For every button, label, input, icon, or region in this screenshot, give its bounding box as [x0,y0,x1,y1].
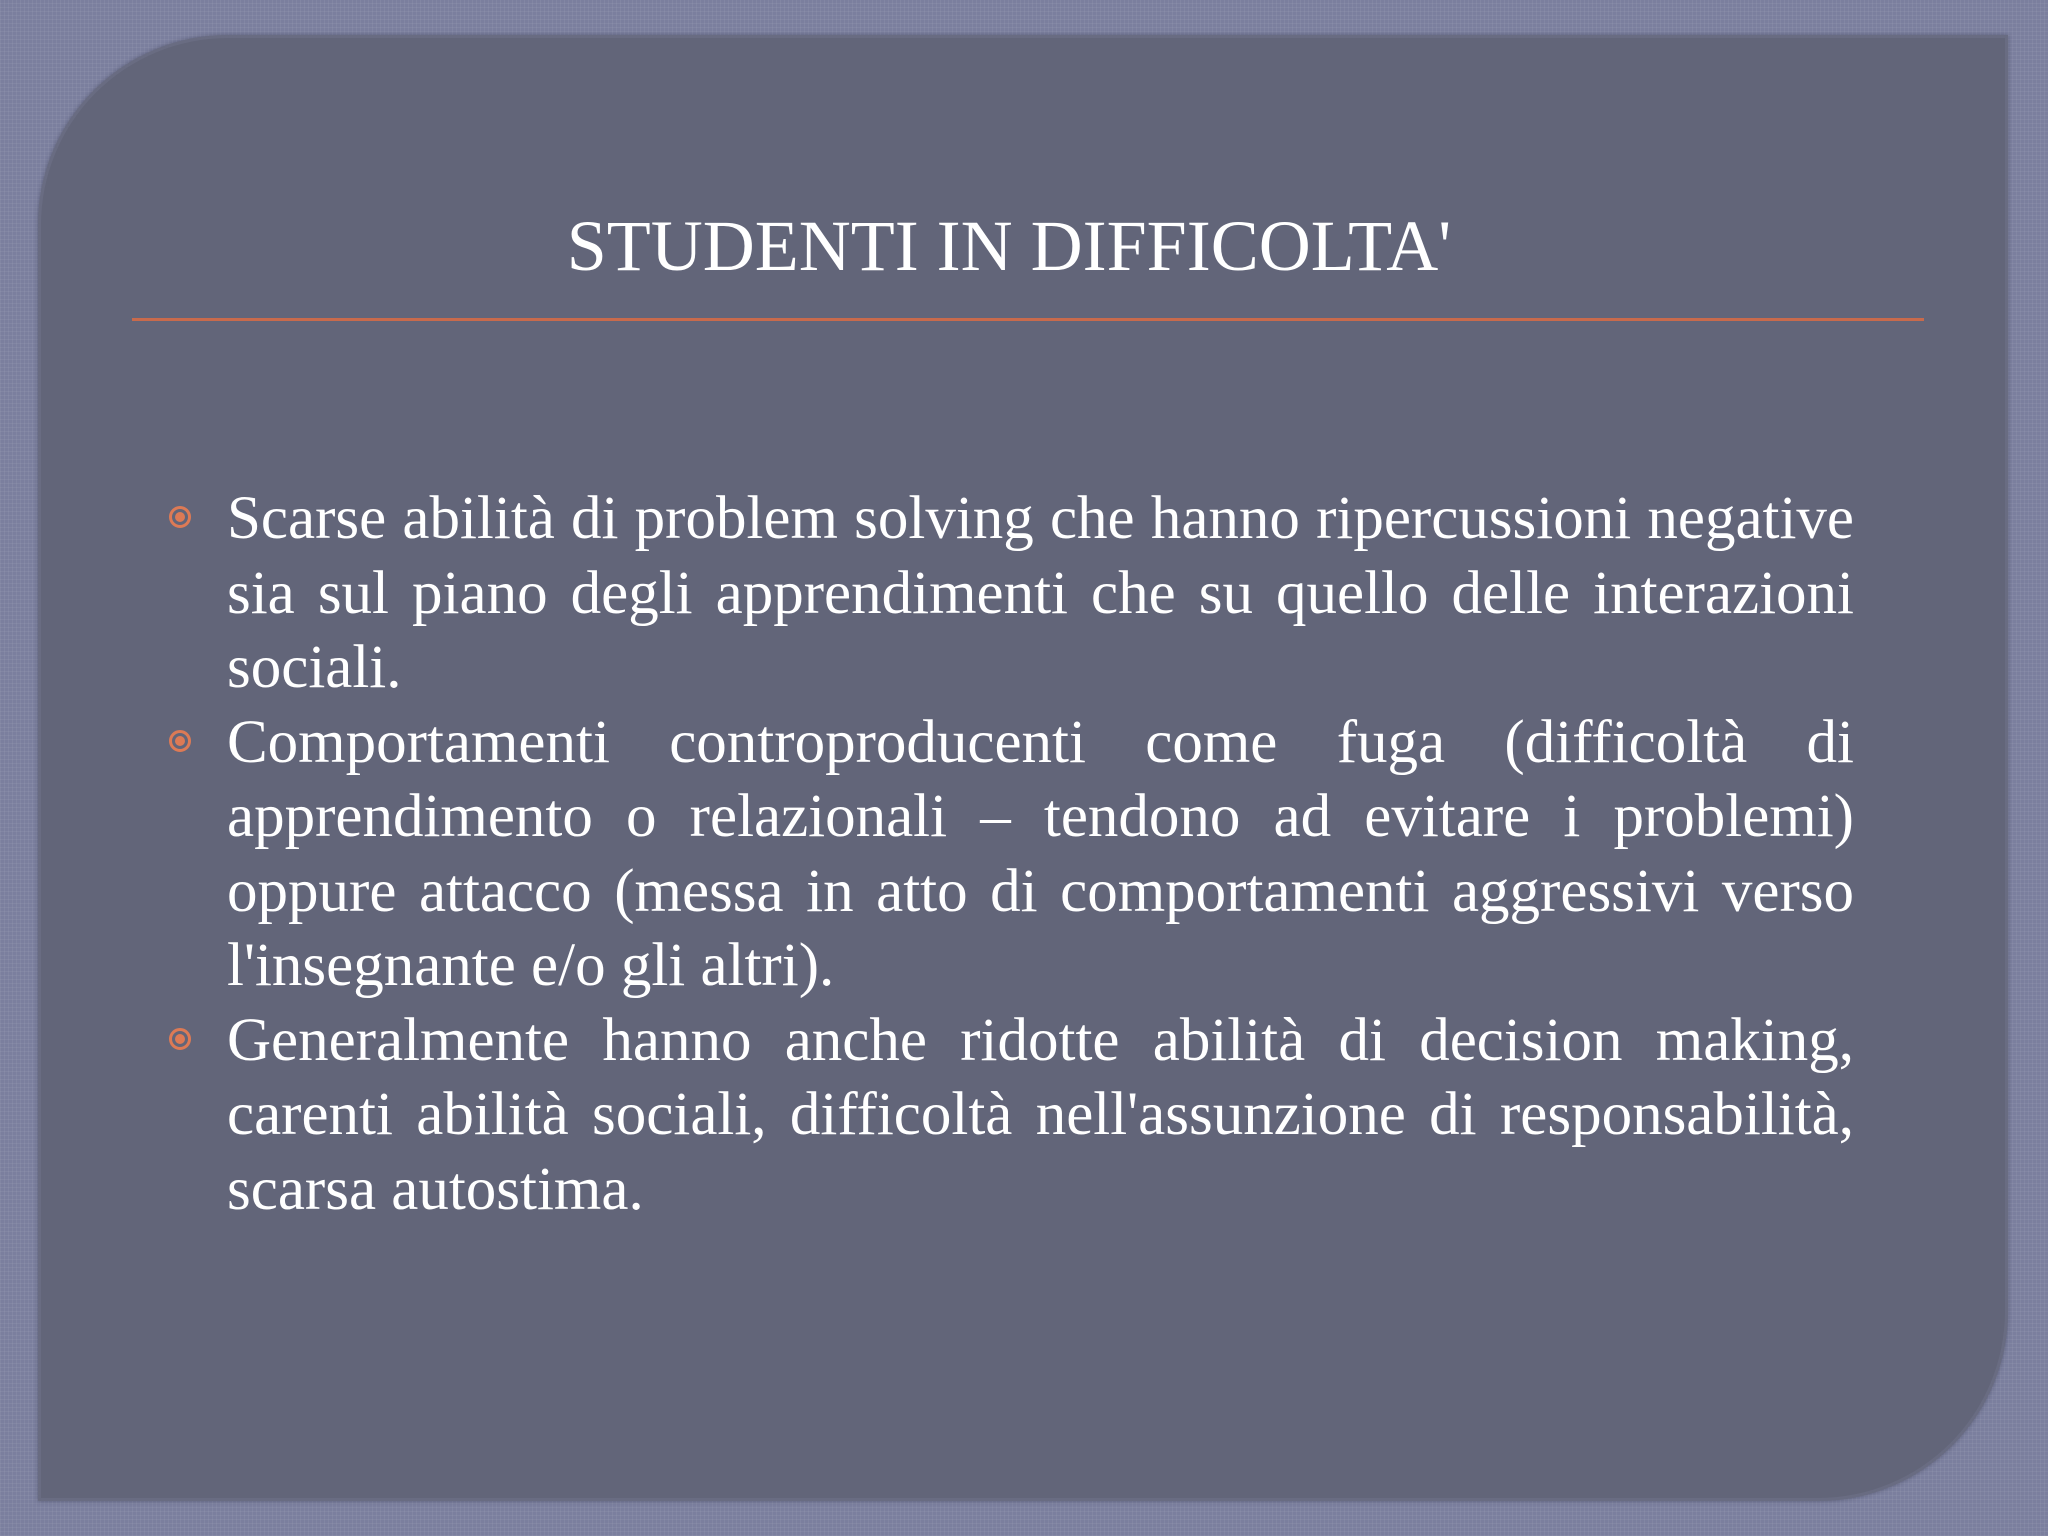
bullet-text: Comportamenti controproducenti come fuga (difficoltà di apprendimento o relazionali – tendono ad evitare i problemi) oppure attacco (messa in atto di comportamenti aggressivi verso l'insegnante e/o gli altri). [227,708,1854,999]
bullet-text: Scarse abilità di problem solving che hanno ripercussioni negative sia sul piano degli apprendimenti che su quello delle interazioni sociali. [227,485,1854,701]
bullet-item [227,1004,1854,1228]
target-bullet-icon [169,1028,191,1050]
bullet-list [227,482,1854,1227]
bullet-item [227,706,1854,1004]
bullet-item [227,482,1854,706]
title-underline [132,318,1924,321]
bullet-text: Generalmente hanno anche ridotte abilità di decision making, carenti abilità sociali, difficoltà nell'assunzione di responsabilità, scarsa autostima. [227,1006,1854,1223]
target-bullet-icon [169,506,191,528]
target-bullet-icon [169,730,191,752]
slide-title: STUDENTI IN DIFFICOLTA' [566,206,1452,286]
